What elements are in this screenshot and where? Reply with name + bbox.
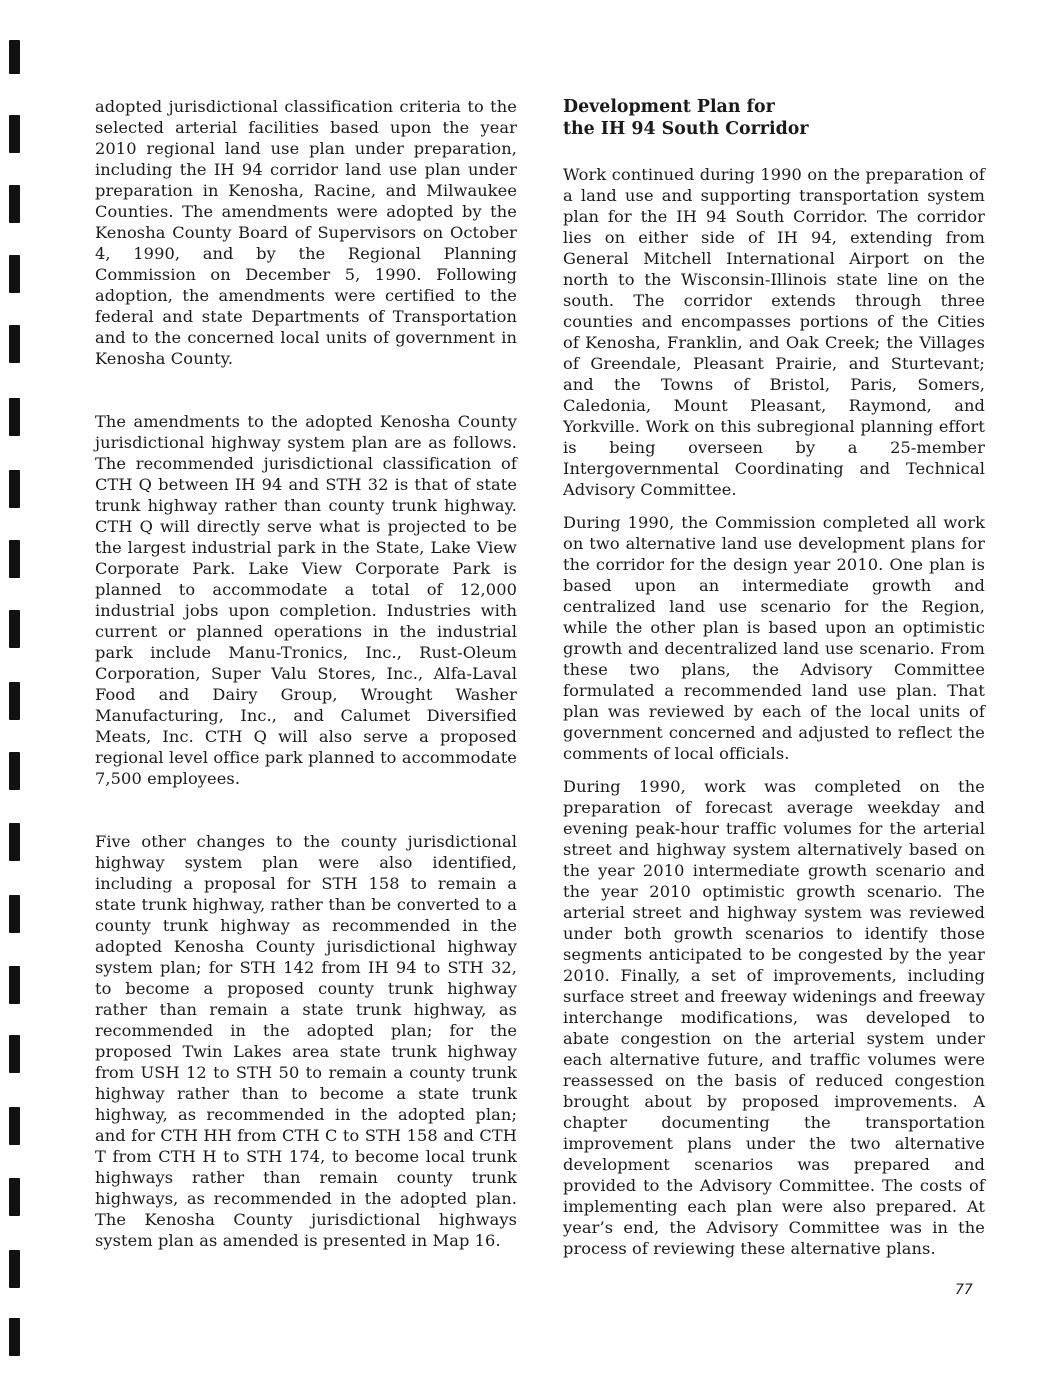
binding-mark xyxy=(9,470,20,508)
binding-mark xyxy=(9,398,20,436)
right-column xyxy=(563,96,985,1259)
section-heading xyxy=(563,96,985,140)
binding-mark xyxy=(9,185,20,223)
left-column xyxy=(95,96,517,1251)
binding-mark xyxy=(9,610,20,648)
binding-hole-marks xyxy=(0,0,30,1379)
binding-mark xyxy=(9,823,20,861)
body-paragraph: Five other changes to the county jurisdictional highway system plan were also identified, including a proposal for STH 158 to remain a state trunk highway, rather than be converted to a county trunk highway as recommended in the adopted Kenosha County jurisdictional highway system plan; for STH 142 from IH 94 to STH 32, to become a proposed county trunk highway rather than remain a state trunk highway, as recommended in the adopted plan; for the proposed Twin Lakes area state trunk highway from USH 12 to STH 50 to remain a county trunk highway rather than to become a state trunk highway, as recommended in the adopted plan; and for CTH HH from CTH C to STH 158 and CTH T from CTH H to STH 174, to become local trunk highways rather than remain county trunk highways, as recommended in the adopted plan. The Kenosha County jurisdictional highways system plan as amended is presented in Map 16. xyxy=(95,832,517,1250)
section-heading-line: Development Plan for xyxy=(563,97,775,117)
binding-mark xyxy=(9,1318,20,1356)
page-number: 77 xyxy=(955,1282,973,1298)
body-paragraph: The amendments to the adopted Kenosha County jurisdictional highway system plan are as follows. The recommended jurisdictional classification of CTH Q between IH 94 and STH 32 is that of state trunk highway rather than county trunk highway. CTH Q will directly serve what is projected to be the largest industrial park in the State, Lake View Corporate Park. Lake View Corporate Park is planned to accommodate a total of 12,000 industrial jobs upon completion. Industries with current or planned operations in the industrial park include Manu-Tronics, Inc., Rust-Oleum Corporation, Super Valu Stores, Inc., Alfa-Laval Food and Dairy Group, Wrought Washer Manufacturing, Inc., and Calumet Diversified Meats, Inc. CTH Q will also serve a proposed regional level office park planned to accommodate 7,500 employees. xyxy=(95,412,517,788)
binding-mark xyxy=(9,752,20,790)
binding-mark xyxy=(9,966,20,1004)
binding-mark xyxy=(9,1035,20,1073)
binding-mark xyxy=(9,255,20,293)
body-paragraph: adopted jurisdictional classification criteria to the selected arterial facilities based upon the year 2010 regional land use plan under preparation, including the IH 94 corridor land use plan under preparation in Kenosha, Racine, and Milwaukee Counties. The amendments were adopted by the Kenosha County Board of Supervisors on October 4, 1990, and by the Regional Planning Commission on December 5, 1990. Following adoption, the amendments were certified to the federal and state Departments of Transportation and to the concerned local units of government in Kenosha County. xyxy=(95,97,517,368)
binding-mark xyxy=(9,540,20,578)
binding-mark xyxy=(9,1250,20,1288)
binding-mark xyxy=(9,1178,20,1216)
binding-mark xyxy=(9,895,20,933)
body-paragraph: Work continued during 1990 on the preparation of a land use and supporting transportation system plan for the IH 94 South Corridor. The corridor lies on either side of IH 94, extending from General Mitchell International Airport on the north to the Wisconsin-Illinois state line on the south. The corridor extends through three counties and encompasses portions of the Cities of Kenosha, Franklin, and Oak Creek; the Villages of Greendale, Pleasant Prairie, and Sturtevant; and the Towns of Bristol, Paris, Somers, Caledonia, Mount Pleasant, Raymond, and Yorkville. Work on this subregional planning effort is being overseen by a 25-member Intergovernmental Coordinating and Technical Advisory Committee. xyxy=(563,165,985,499)
body-paragraph: During 1990, work was completed on the preparation of forecast average weekday and evening peak-hour traffic volumes for the arterial street and highway system alternatively based on the year 2010 intermediate growth scenario and the year 2010 optimistic growth scenario. The arterial street and highway system was reviewed under both growth scenarios to identify those segments anticipated to be congested by the year 2010. Finally, a set of improvements, including surface street and freeway widenings and freeway interchange modifications, was developed to abate congestion on the arterial system under each alternative future, and traffic volumes were reassessed on the basis of reduced congestion brought about by proposed improvements. A chapter documenting the transportation improvement plans under the two alternative development scenarios was prepared and provided to the Advisory Committee. The costs of implementing each plan were also prepared. At year’s end, the Advisory Committee was in the process of reviewing these alternative plans. xyxy=(563,777,985,1258)
binding-mark xyxy=(9,40,20,74)
section-heading-line: the IH 94 South Corridor xyxy=(563,119,809,139)
binding-mark xyxy=(9,682,20,720)
body-paragraph: During 1990, the Commission completed all work on two alternative land use development plans for the corridor for the design year 2010. One plan is based upon an intermediate growth and centralized land use scenario for the Region, while the other plan is based upon an optimistic growth and decentralized land use scenario. From these two plans, the Advisory Committee formulated a recommended land use plan. That plan was reviewed by each of the local units of government concerned and adjusted to reflect the comments of local officials. xyxy=(563,513,985,763)
binding-mark xyxy=(9,1107,20,1145)
binding-mark xyxy=(9,115,20,153)
binding-mark xyxy=(9,325,20,363)
